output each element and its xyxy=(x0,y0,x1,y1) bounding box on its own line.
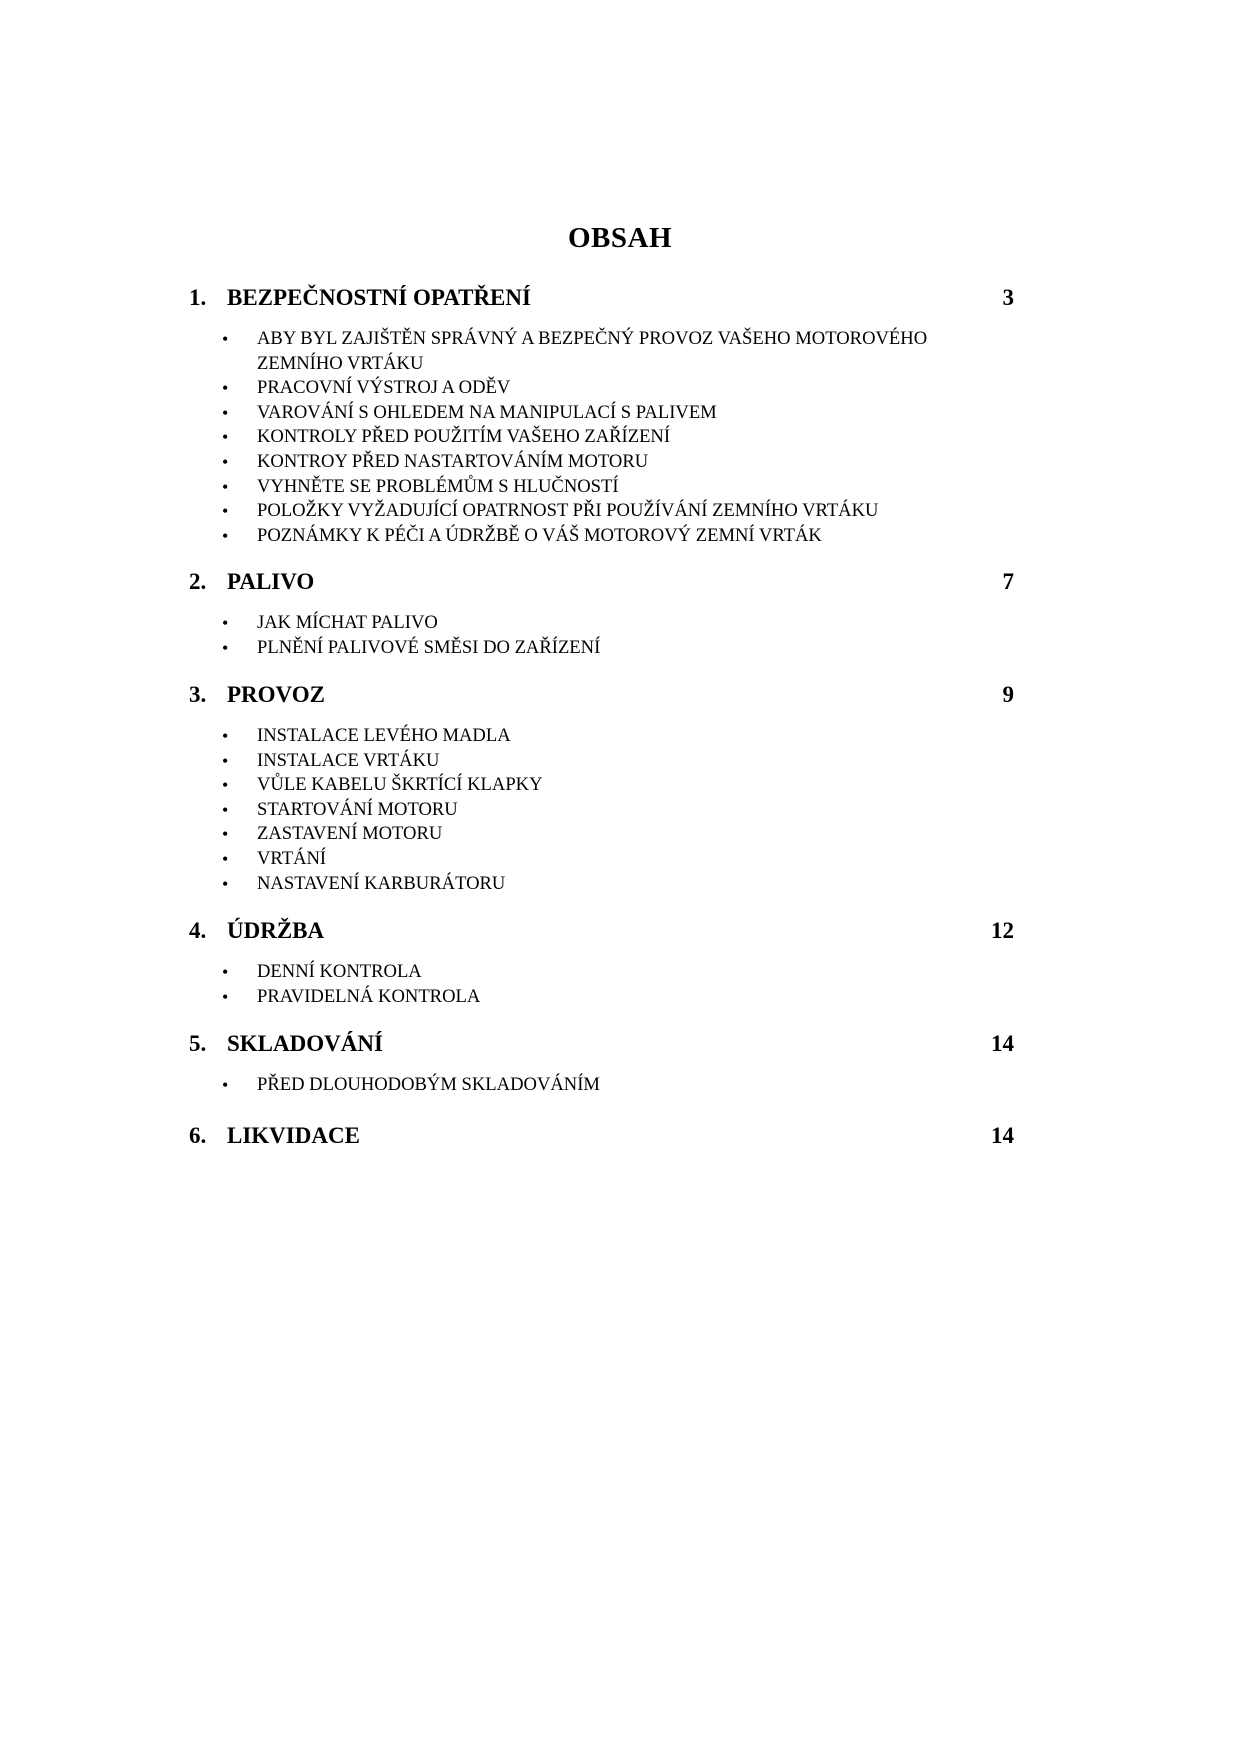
toc-section-4 xyxy=(0,918,1240,1009)
toc-section-heading[interactable] xyxy=(0,569,1240,603)
toc-item[interactable]: • KONTROLY PŘED POUŽITÍM VAŠEHO ZAŘÍZENÍ xyxy=(0,425,997,450)
toc-item[interactable]: • VYHNĚTE SE PROBLÉMŮM S HLUČNOSTÍ xyxy=(0,475,997,500)
section-number: 4. xyxy=(189,918,207,943)
section-number: 2. xyxy=(189,569,207,594)
toc-item[interactable]: • INSTALACE LEVÉHO MADLA xyxy=(0,724,997,749)
section-number: 5. xyxy=(189,1031,207,1056)
toc-item[interactable]: • NASTAVENÍ KARBURÁTORU xyxy=(0,872,997,897)
toc-item[interactable]: • KONTROY PŘED NASTARTOVÁNÍM MOTORU xyxy=(0,450,997,475)
toc-item[interactable]: • ABY BYL ZAJIŠTĚN SPRÁVNÝ A BEZPEČNÝ PROVOZ VAŠEHO MOTOROVÉHO ZEMNÍHO VRTÁKU xyxy=(0,327,997,376)
toc-item[interactable]: • ZASTAVENÍ MOTORU xyxy=(0,822,997,847)
section-page-number: 12 xyxy=(991,918,1014,943)
section-number: 1. xyxy=(189,285,207,310)
toc-item[interactable]: • STARTOVÁNÍ MOTORU xyxy=(0,798,997,823)
toc-item-list xyxy=(0,1073,1240,1098)
section-page-number: 3 xyxy=(1002,285,1014,310)
toc-section-3 xyxy=(0,682,1240,896)
section-page-number: 9 xyxy=(1002,682,1014,707)
section-number: 3. xyxy=(189,682,207,707)
toc-item[interactable]: • INSTALACE VRTÁKU xyxy=(0,749,997,774)
section-title: PROVOZ xyxy=(227,682,325,707)
toc-item[interactable]: • VŮLE KABELU ŠKRTÍCÍ KLAPKY xyxy=(0,773,997,798)
toc-item[interactable]: • PŘED DLOUHODOBÝM SKLADOVÁNÍM xyxy=(0,1073,997,1098)
toc-section-heading[interactable] xyxy=(0,918,1240,952)
section-title: BEZPEČNOSTNÍ OPATŘENÍ xyxy=(227,285,531,310)
toc-section-heading[interactable] xyxy=(0,682,1240,716)
toc-item[interactable]: • DENNÍ KONTROLA xyxy=(0,960,997,985)
toc-section-heading[interactable] xyxy=(0,1031,1240,1065)
toc-item[interactable]: • PLNĚNÍ PALIVOVÉ SMĚSI DO ZAŘÍZENÍ xyxy=(0,636,997,661)
toc-item-list xyxy=(0,724,1240,896)
section-title: PALIVO xyxy=(227,569,315,594)
toc-item[interactable]: • JAK MÍCHAT PALIVO xyxy=(0,611,997,636)
toc-item[interactable]: • VRTÁNÍ xyxy=(0,847,997,872)
page-title: OBSAH xyxy=(567,222,673,254)
toc-item[interactable]: • PRAVIDELNÁ KONTROLA xyxy=(0,985,997,1010)
toc-section-1 xyxy=(0,285,1240,548)
toc-item-list xyxy=(0,327,1240,548)
section-page-number: 7 xyxy=(1002,569,1014,594)
toc-section-heading[interactable] xyxy=(0,285,1240,319)
toc-item[interactable]: • VAROVÁNÍ S OHLEDEM NA MANIPULACÍ S PALIVEM xyxy=(0,401,997,426)
toc-section-6 xyxy=(0,1123,1240,1157)
section-number: 6. xyxy=(189,1123,207,1148)
toc-item[interactable]: • PRACOVNÍ VÝSTROJ A ODĚV xyxy=(0,376,997,401)
section-page-number: 14 xyxy=(991,1031,1014,1056)
toc-section-heading[interactable] xyxy=(0,1123,1240,1157)
section-title: ÚDRŽBA xyxy=(227,918,325,943)
section-page-number: 14 xyxy=(991,1123,1014,1148)
toc-item[interactable]: • POLOŽKY VYŽADUJÍCÍ OPATRNOST PŘI POUŽÍVÁNÍ ZEMNÍHO VRTÁKU xyxy=(0,499,997,524)
section-title: SKLADOVÁNÍ xyxy=(227,1031,383,1056)
toc-section-2 xyxy=(0,569,1240,660)
toc-item-list xyxy=(0,960,1240,1009)
toc-item-list xyxy=(0,611,1240,660)
toc-section-5 xyxy=(0,1031,1240,1098)
toc-item[interactable]: • POZNÁMKY K PÉČI A ÚDRŽBĚ O VÁŠ MOTOROVÝ ZEMNÍ VRTÁK xyxy=(0,524,997,549)
section-title: LIKVIDACE xyxy=(227,1123,360,1148)
